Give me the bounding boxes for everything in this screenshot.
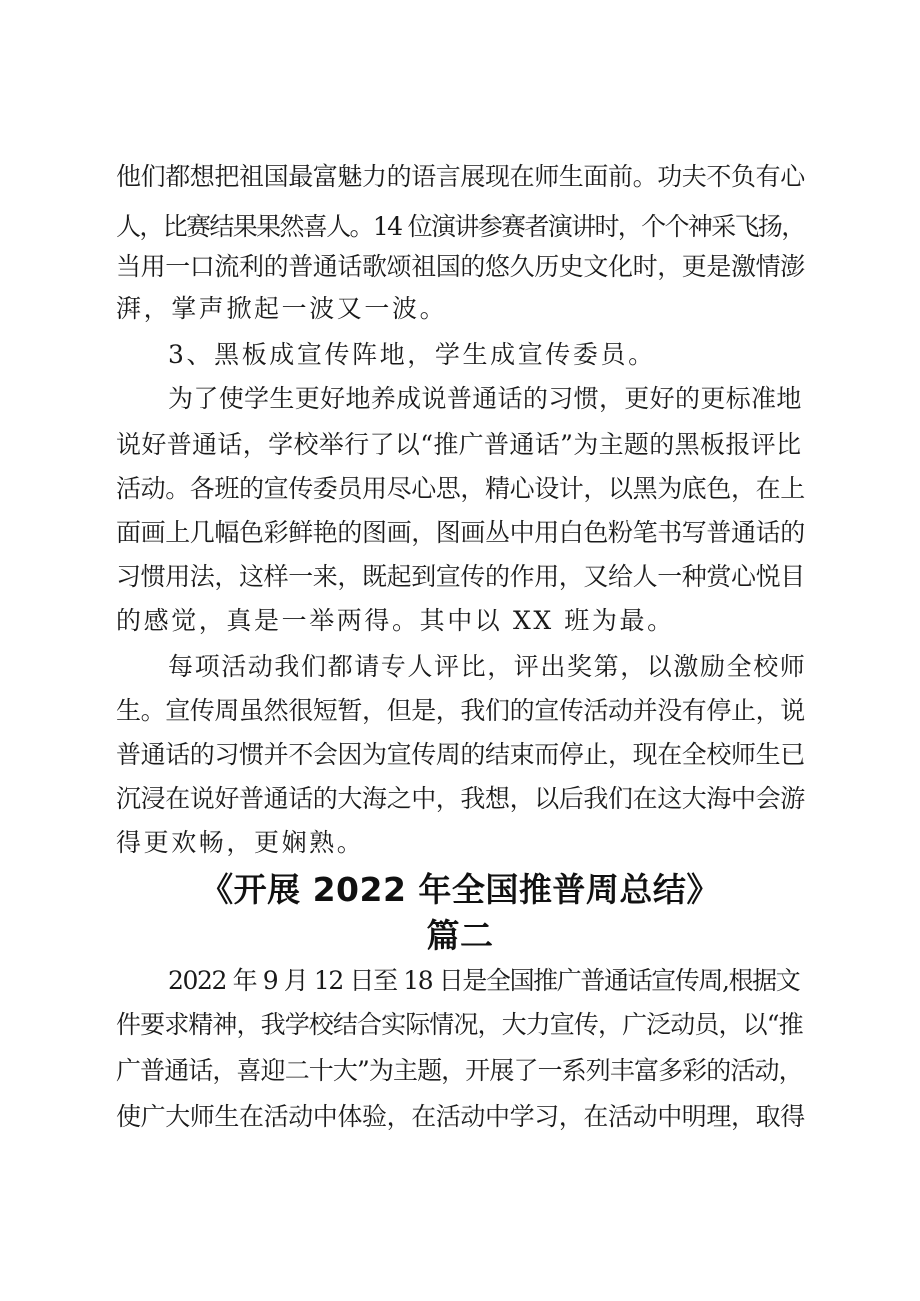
paragraph-line: 习惯用法，这样一来，既起到宣传的作用，又给人一种赏心悦目 — [116, 562, 805, 591]
paragraph-line: 得更欢畅，更娴熟。 — [116, 828, 365, 857]
paragraph-line: 每项活动我们都请专人评比，评出奖第，以激励全校师 — [168, 652, 807, 681]
document-subtitle: 篇二 — [426, 916, 494, 955]
paragraph-line: 生。宣传周虽然很短暂，但是，我们的宣传活动并没有停止，说 — [116, 696, 805, 725]
paragraph-line: 说好普通话，学校举行了以“推广普通话”为主题的黑板报评比 — [116, 430, 802, 459]
paragraph-line: 件要求精神，我学校结合实际情况，大力宣传，广泛动员，以“推 — [116, 1010, 803, 1039]
paragraph-line: 活动。各班的宣传委员用尽心思，精心设计，以黑为底色，在上 — [116, 474, 805, 503]
section-heading: 3、黑板成宣传阵地，学生成宣传委员。 — [168, 340, 656, 369]
paragraph-line: 2022 年 9 月 12 日至 18 日是全国推广普通话宣传周,根据文 — [168, 966, 800, 995]
paragraph-line: 为了使学生更好地养成说普通话的习惯，更好的更标准地 — [168, 384, 802, 413]
paragraph-line: 广普通话，喜迎二十大”为主题，开展了一系列丰富多彩的活动， — [116, 1056, 803, 1085]
paragraph-line: 面画上几幅色彩鲜艳的图画，图画丛中用白色粉笔书写普通话的 — [116, 518, 805, 547]
paragraph-line: 沉浸在说好普通话的大海之中，我想，以后我们在这大海中会游 — [116, 784, 805, 813]
paragraph-line: 的感觉，真是一举两得。其中以 XX 班为最。 — [116, 606, 675, 635]
paragraph-line: 他们都想把祖国最富魅力的语言展现在师生面前。功夫不负有心 — [116, 162, 805, 191]
paragraph-line: 使广大师生在活动中体验，在活动中学习，在活动中明理，取得 — [116, 1102, 805, 1131]
paragraph-line: 湃，掌声掀起一波又一波。 — [116, 294, 448, 323]
paragraph-line: 当用一口流利的普通话歌颂祖国的悠久历史文化时，更是激情澎 — [116, 252, 805, 281]
document-title: 《开展 2022 年全国推普周总结》 — [200, 870, 720, 909]
paragraph-line: 人，比赛结果果然喜人。14 位演讲参赛者演讲时，个个神采飞扬， — [116, 212, 805, 241]
paragraph-line: 普通话的习惯并不会因为宣传周的结束而停止，现在全校师生已 — [116, 740, 805, 769]
